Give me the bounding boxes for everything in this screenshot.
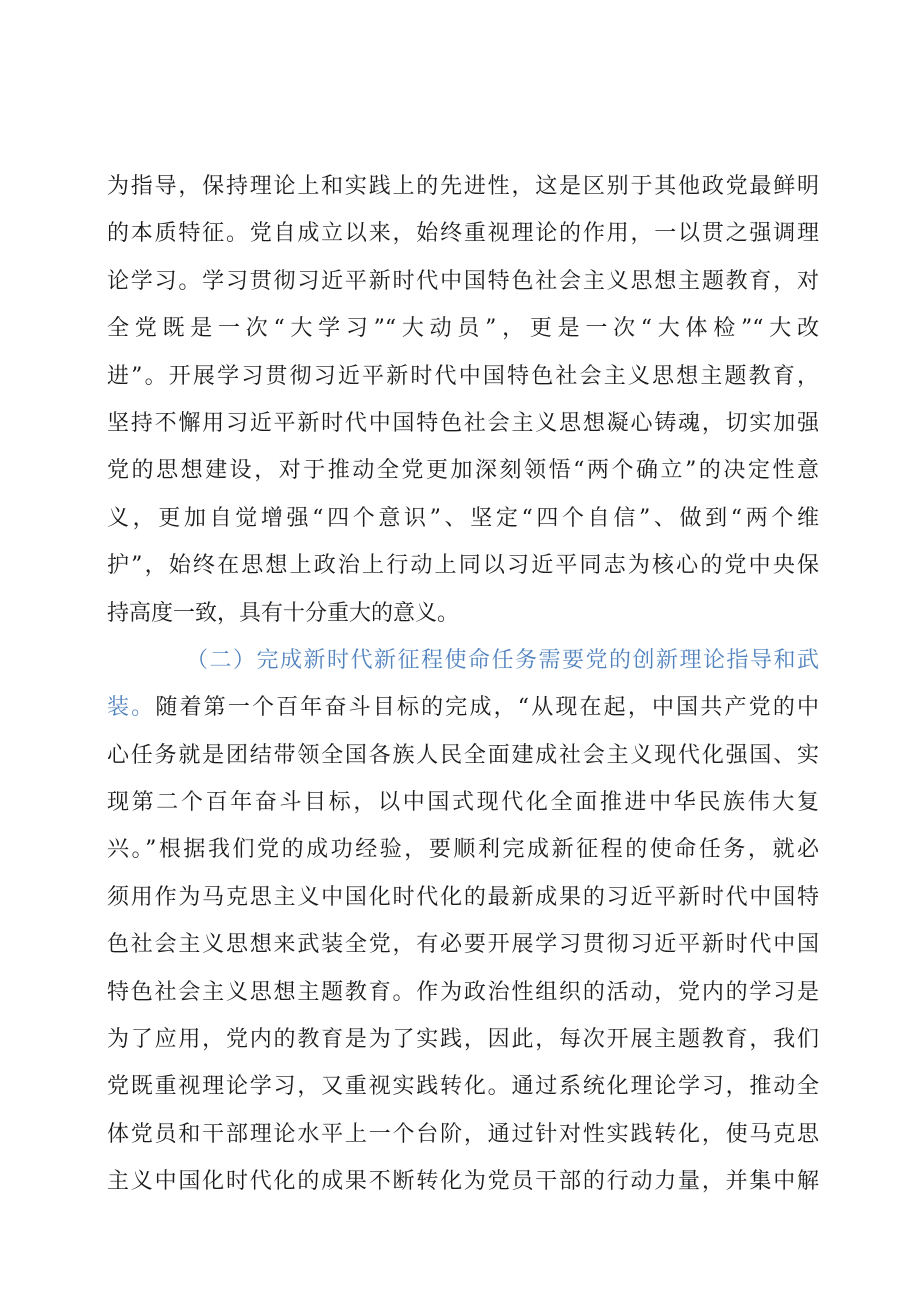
text-line: 全党既是一次“大学习”“大动员”，更是一次“大体检”“大改	[107, 316, 819, 342]
text-line: 护”，始终在思想上政治上行动上同以习近平同志为核心的党中央保	[107, 553, 819, 579]
text-line: 主义中国化时代化的成果不断转化为党员干部的行动力量，并集中解	[107, 1169, 819, 1195]
section-heading: （二）完成新时代新征程使命任务需要党的创新理论指导和武	[186, 647, 819, 673]
text-line: 色社会主义思想来武装全党，有必要开展学习贯彻习近平新时代中国	[107, 932, 819, 958]
text-line-rest: 随着第一个百年奋斗目标的完成，“从现在起，中国共产党的中	[155, 695, 819, 721]
text-line: 的本质特征。党自成立以来，始终重视理论的作用，一以贯之强调理	[107, 221, 819, 247]
section-heading-end: 装。	[107, 695, 156, 721]
text-line: 体党员和干部理论水平上一个台阶，通过针对性实践转化，使马克思	[107, 1121, 819, 1147]
text-line: 为指导，保持理论上和实践上的先进性，这是区别于其他政党最鲜明	[107, 174, 819, 199]
text-line: 特色社会主义思想主题教育。作为政治性组织的活动，党内的学习是	[107, 979, 819, 1005]
text-line: 持高度一致，具有十分重大的意义。	[107, 600, 460, 626]
text-line: 论学习。学习贯彻习近平新时代中国特色社会主义思想主题教育，对	[107, 268, 819, 294]
text-line: 须用作为马克思主义中国化时代化的最新成果的习近平新时代中国特	[107, 884, 819, 910]
paragraph-2	[107, 637, 819, 1206]
text-line: 兴。”根据我们党的成功经验，要顺利完成新征程的使命任务，就必	[107, 837, 819, 863]
text-line: 进”。开展学习贯彻习近平新时代中国特色社会主义思想主题教育，	[107, 363, 819, 389]
text-line: 义，更加自觉增强“四个意识”、坚定“四个自信”、做到“两个维	[107, 505, 819, 531]
paragraph-1	[107, 163, 819, 637]
text-line: 党的思想建设，对于推动全党更加深刻领悟“两个确立”的决定性意	[107, 458, 819, 484]
text-line: 为了应用，党内的教育是为了实践，因此，每次开展主题教育，我们	[107, 1027, 819, 1053]
text-line: 党既重视理论学习，又重视实践转化。通过系统化理论学习，推动全	[107, 1074, 819, 1100]
text-line: 现第二个百年奋斗目标，以中国式现代化全面推进中华民族伟大复	[107, 790, 819, 816]
document-body	[107, 163, 819, 1206]
text-line: 心任务就是团结带领全国各族人民全面建成社会主义现代化强国、实	[107, 742, 819, 768]
text-line: 坚持不懈用习近平新时代中国特色社会主义思想凝心铸魂，切实加强	[107, 410, 819, 436]
text-line	[107, 684, 819, 731]
